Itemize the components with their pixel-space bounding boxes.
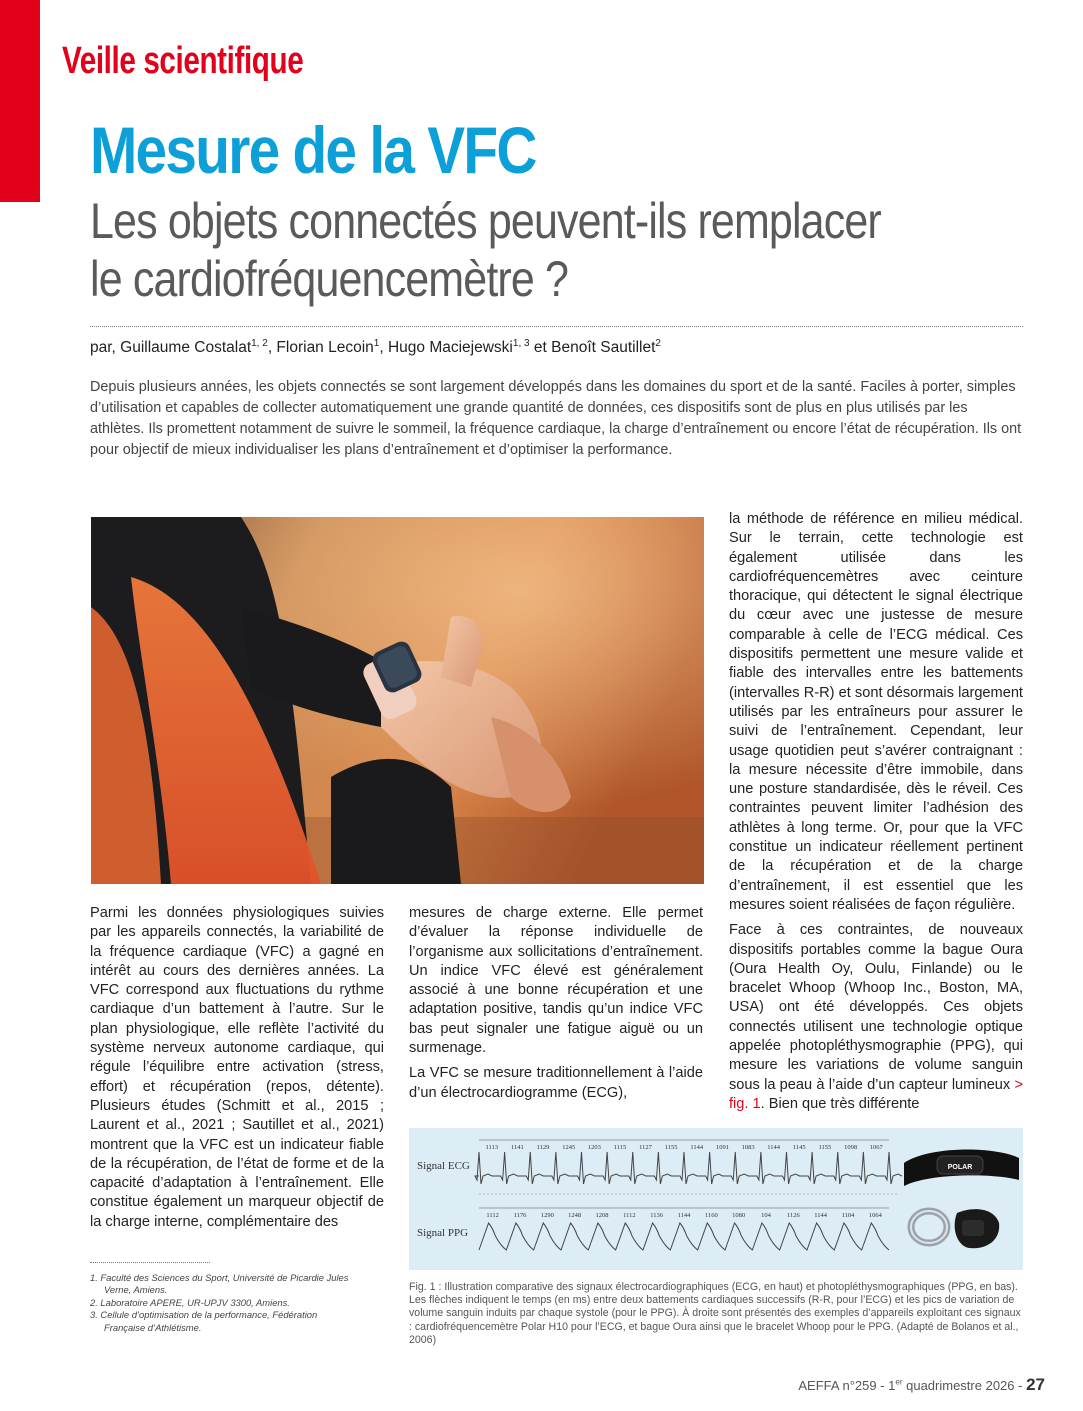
ecg-interval-labels — [486, 1144, 884, 1151]
affiliation-sup: 1, 3 — [512, 338, 530, 349]
interval-label: 1104 — [841, 1212, 855, 1219]
smartwatch-photo — [91, 517, 704, 884]
ecg-waveform — [475, 1152, 902, 1184]
interval-label: 1248 — [568, 1212, 582, 1219]
interval-label: 1203 — [587, 1144, 601, 1151]
interval-label: 1112 — [486, 1212, 499, 1219]
interval-label: 1208 — [595, 1212, 609, 1219]
page-footer — [798, 1375, 1045, 1395]
interval-label: 1144 — [677, 1212, 691, 1219]
interval-label: 1160 — [704, 1212, 718, 1219]
affiliation-sup: 1 — [373, 338, 380, 349]
interval-label: 1155 — [818, 1144, 832, 1151]
divider — [90, 326, 1023, 327]
ppg-interval-labels — [486, 1212, 882, 1219]
subtitle-line-2: le cardiofréquencemètre ? — [90, 251, 569, 307]
author-name: et Benoît Sautillet — [529, 339, 656, 357]
interval-label: 1091 — [715, 1144, 729, 1151]
interval-label: 1144 — [690, 1144, 704, 1151]
interval-label: 1144 — [767, 1144, 781, 1151]
author-name: , Hugo Maciejewski — [379, 339, 513, 357]
oura-ring-icon — [911, 1211, 947, 1243]
interval-label: 1145 — [792, 1144, 806, 1151]
interval-label: 1245 — [562, 1144, 576, 1151]
body-paragraph: la méthode de référence en milieu médical. Sur le terrain, cette technologie est également utilisée dans les cardiofréquencemètres avec ceinture thoracique, qui détectent le signal électrique du cœur avec une justesse de mesure comparable à celle de l’ECG médical. Ces dispositifs permettent une mesure valide et fiable des intervalles entre les battements (intervalles R-R) et sont désormais largement utilisés par les entraîneurs pour assurer le suivi de l’entraînement. Cependant, leur usage quotidien peut s’avérer contraignant : la mesure nécessite d’être immobile, dans une posture standardisée, dès le réveil. Ces contraintes peuvent limiter l’adhésion des athlètes à long terme. Or, pour que la VFC constitue un indicateur réellement pertinent de la récupération et de la charge d’entraînement, il est essentiel que les mesures soient réalisées de façon régulière. — [729, 511, 1023, 913]
ppg-waveform — [479, 1223, 889, 1250]
body-paragraph — [729, 921, 1023, 1114]
journal-issue: AEFFA n°259 - 1 — [798, 1378, 896, 1393]
subtitle-line-1: Les objets connectés peuvent-ils remplacer — [90, 193, 881, 249]
figure-reference-link[interactable]: > fig. 1 — [729, 1076, 1023, 1112]
interval-label: 1113 — [485, 1144, 499, 1151]
interval-label: 1176 — [513, 1212, 527, 1219]
section-label: Veille scientifique — [62, 40, 304, 82]
author-name: , Florian Lecoin — [267, 339, 374, 357]
interval-label: 1098 — [844, 1144, 858, 1151]
author-line — [90, 338, 661, 357]
interval-label: 1155 — [664, 1144, 678, 1151]
interval-label: 104 — [761, 1212, 771, 1219]
footnote: 3. Cellule d’optimisation de la performance, Fédération Française d’Athlétisme. — [90, 1309, 318, 1333]
footnote: 1. Faculté des Sciences du Sport, Université de Picardie Jules Verne, Amiens. — [90, 1272, 349, 1296]
body-text: Face à ces contraintes, de nouveaux dispositifs portables comme la bague Oura (Oura Health Oy, Oulu, Finlande) ou le bracelet Whoop (Whoop Inc., Boston, MA, USA) ont été développés. Ces objets connectés utilisent une technologie optique appelée photopléthysmographie (PPG), qui mesure les variations de volume sanguin sous la peau à l’aide d’un capteur lumineux — [729, 922, 1023, 1093]
interval-label: 1136 — [650, 1212, 664, 1219]
whoop-band-icon — [955, 1209, 1000, 1248]
interval-label: 1083 — [741, 1144, 755, 1151]
ecg-label: Signal ECG — [417, 1160, 470, 1172]
polar-logo-text: POLAR — [947, 1164, 973, 1171]
interval-label: 1141 — [511, 1144, 524, 1151]
interval-label: 1067 — [869, 1144, 883, 1151]
ordinal-sup: er — [895, 1377, 903, 1387]
page-number: 27 — [1026, 1375, 1045, 1394]
intro-paragraph: Depuis plusieurs années, les objets connectés se sont largement développés dans les domaines du sport et de la santé. Faciles à porter, simples d’utilisation et capables de collecter automatiquement une grande quantité de données, ces dispositifs sont de plus en plus utilisés par les athlètes. Ils promettent notamment de suivre le sommeil, la fréquence cardiaque, la charge d’entraînement ou encore l’état de récupération. Ils ont pour objectif de mieux individualiser les plans d’entraînement et d’optimiser la performance. — [90, 379, 1022, 458]
issue-period: quadrimestre 2026 - — [902, 1378, 1027, 1393]
figure-1 — [409, 1128, 1023, 1270]
footnote: 2. Laboratoire APERE, UR-UPJV 3300, Amiens. — [90, 1296, 290, 1308]
body-column-1 — [90, 904, 384, 1238]
interval-label: 1144 — [814, 1212, 828, 1219]
footnotes — [90, 1272, 350, 1334]
section-color-bar — [0, 0, 40, 202]
interval-label: 1112 — [623, 1212, 636, 1219]
affiliation-sup: 2 — [655, 338, 661, 349]
affiliation-sup: 1, 2 — [251, 338, 268, 349]
article-subtitle — [90, 192, 950, 308]
body-paragraph: Parmi les données physiologiques suivies par les appareils connectés, la variabilité de la fréquence cardiaque (VFC) a gagné en intérêt au cours des dernières années. La VFC correspond aux fluctuations du rythme cardiaque d’un battement à l’autre. Sur le plan physiologique, elle reflète l’activité du système nerveux autonome cardiaque, qui régule l’équilibre entre activation (stress, effort) et récupération (repos, détente). Plusieurs études (Schmitt et al., 2015 ; Laurent et al., 2021 ; Sautillet et al., 2021) montrent que la VFC est un indicateur fiable de la récupération, de l’état de forme et de la capacité d’adaptation à l’entraînement. Elle constitue également un marqueur objectif de la charge interne, complémentaire des — [90, 905, 384, 1230]
authors-prefix: par, — [90, 339, 121, 357]
interval-label: 1080 — [732, 1212, 746, 1219]
interval-label: 1064 — [868, 1212, 882, 1219]
interval-label: 1290 — [540, 1212, 554, 1219]
article-title: Mesure de la VFC — [90, 113, 536, 187]
figure-caption: Fig. 1 : Illustration comparative des signaux électrocardiographiques (ECG, en haut) et photopléthysmographiques (PPG, en bas). Les flèches indiquent le temps (en ms) entre deux battements cardiaques successifs (R-R, pour l’ECG) et les pics de variation de volume sanguin induits par chaque systole (pour le PPG). À droite sont présentés des exemples d’appareils exploitant ces signaux : cardiofréquencemètre Polar H10 pour l’ECG, et bague Oura ainsi que le bracelet Whoop pour le PPG. (Adapté de Bolanos et al., 2006) — [409, 1281, 1021, 1346]
body-paragraph: La VFC se mesure traditionnellement à l’aide d’un électrocardiogramme (ECG), — [409, 1065, 703, 1101]
footnote-divider — [90, 1262, 210, 1263]
interval-label: 1115 — [613, 1144, 627, 1151]
polar-strap-icon — [904, 1150, 1019, 1186]
ppg-label: Signal PPG — [417, 1227, 469, 1239]
body-text: . Bien que très différente — [760, 1095, 920, 1112]
body-column-2 — [409, 904, 703, 1109]
interval-label: 1129 — [536, 1144, 550, 1151]
body-column-3 — [729, 510, 1023, 1120]
interval-label: 1126 — [786, 1212, 800, 1219]
interval-label: 1127 — [639, 1144, 652, 1151]
author-name: Guillaume Costalat — [120, 339, 252, 357]
body-paragraph: mesures de charge externe. Elle permet d’évaluer la réponse individuelle de l’organisme aux sollicitations d’entraînement. Un indice VFC élevé est généralement associé à une bonne récupération et une adaptation positive, tandis qu’un indice VFC bas peut signaler une fatigue aiguë ou un surmenage. — [409, 905, 703, 1057]
